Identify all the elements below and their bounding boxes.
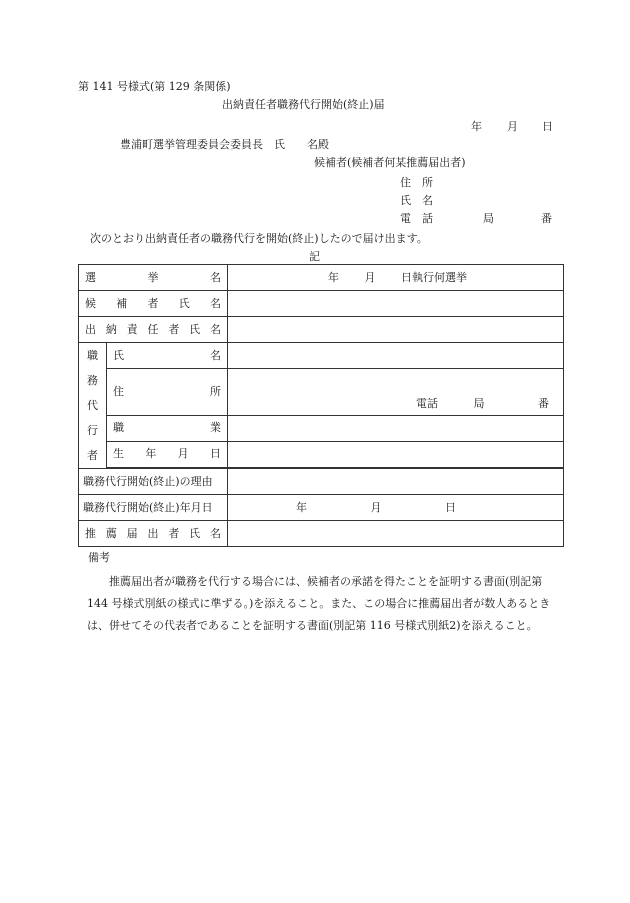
row-election [79,265,564,291]
reason-value-cell[interactable] [228,469,564,495]
acting-phone-ban: 番 [538,396,549,410]
election-month: 月 [364,270,376,284]
label-char: 所 [210,384,221,398]
date-year-label: 年 [471,120,482,133]
label-char: 名 [210,348,221,362]
acting-address-value-cell[interactable] [228,369,564,415]
treasurer-value-cell[interactable] [228,317,564,343]
row-acting-job [79,415,564,441]
acting-birth-label-cell [107,441,228,467]
vertical-char: 者 [87,449,98,462]
treasurer-label-cell [79,317,228,343]
election-rest: 日執行何選挙 [401,270,467,284]
acting-phone-label: 電話 [416,396,438,410]
date-label-cell: 職務代行開始(終止)年月日 [79,495,228,521]
row-reason [79,469,564,495]
applicant-phone-ban: 番 [541,212,552,225]
row-acting-name [79,343,564,369]
row-acting-address [79,369,564,415]
form-title: 出納責任者職務代行開始(終止)届 [222,98,385,111]
date-month: 月 [370,500,382,514]
acting-address-label-cell [107,369,228,415]
label-char: 名 [209,322,221,336]
label-char: 者 [147,296,159,310]
applicant-label: 候補者(候補者何某推薦届出者) [314,156,466,169]
vertical-char: 行 [87,424,98,437]
acting-job-value-cell[interactable] [228,415,564,441]
label-char: 職 [113,421,124,435]
label-char: 氏 [113,348,124,362]
row-recommender [79,521,564,547]
form-number: 第 141 号様式(第 129 条関係) [78,80,231,93]
label-char: 推 [85,526,96,540]
vertical-char: 職 [87,349,98,362]
acting-name-label-cell [107,343,228,369]
label-char: 者 [168,526,180,540]
notes-section [78,547,564,637]
recommender-value-cell[interactable] [228,521,564,547]
applicant-phone-label: 電 話 [400,212,433,225]
acting-phone-kyoku: 局 [473,396,485,410]
date-day: 日 [445,500,456,514]
label-char: 名 [210,270,221,284]
acting-person-group-label [79,343,107,469]
acting-job-label-cell [107,415,228,441]
label-char: 挙 [147,270,159,284]
acting-birth-value-cell[interactable] [228,441,564,467]
row-treasurer [79,317,564,343]
label-char: 氏 [189,322,201,336]
intro-text: 次のとおり出納責任者の職務代行を開始(終止)したので届け出ます。 [90,232,428,245]
addressee: 豊浦町選挙管理委員会委員長 氏 名殿 [120,138,329,151]
date-month-label: 月 [507,120,518,133]
label-char: 生 [113,447,124,461]
date-value-cell[interactable] [228,495,564,521]
label-char: 月 [177,447,189,461]
label-char: 任 [147,322,159,336]
label-char: 者 [168,322,180,336]
date-day-label: 日 [542,120,553,133]
label-char: 業 [210,421,221,435]
election-label-cell [79,265,228,291]
applicant-name-label: 氏 名 [400,194,433,207]
vertical-char: 務 [87,374,98,387]
acting-name-value-cell[interactable] [228,343,564,369]
ki-heading: 記 [309,250,320,263]
label-char: 選 [85,270,96,284]
label-char: 氏 [178,296,190,310]
notes-heading: 備考 [88,551,110,564]
label-char: 届 [126,526,138,540]
recommender-label-cell [79,521,228,547]
label-char: 納 [105,322,117,336]
applicant-phone-kyoku: 局 [483,212,494,225]
label-char: 責 [126,322,138,336]
label-char: 住 [113,384,124,398]
row-acting-birth [79,441,564,467]
candidate-label-cell [79,291,228,317]
label-char: 氏 [189,526,201,540]
label-char: 年 [145,447,157,461]
candidate-value-cell[interactable] [228,291,564,317]
application-table [78,264,564,547]
label-char: 名 [209,526,221,540]
label-char: 候 [85,296,96,310]
label-char: 出 [147,526,159,540]
reason-label-cell: 職務代行開始(終止)の理由 [79,469,228,495]
election-value-cell[interactable] [228,265,564,291]
label-char: 日 [209,447,221,461]
label-char: 薦 [105,526,117,540]
election-year: 年 [328,270,339,284]
label-char: 補 [116,296,128,310]
label-char: 名 [210,296,221,310]
row-date [79,495,564,521]
notes-body: 推薦届出者が職務を代行する場合には、候補者の承諾を得たことを証明する書面(別記第 144 号様式別紙の様式に準ずる。)を添えること。また、この場合に推薦届出者が数人あるときは、併せてその代表者であることを証明する書面(別記第 116 号様式別紙2)を添えること。 [87,575,551,632]
vertical-char: 代 [87,399,98,412]
applicant-address-label: 住 所 [400,176,433,189]
date-year: 年 [296,500,307,514]
row-candidate [79,291,564,317]
label-char: 出 [85,322,96,336]
